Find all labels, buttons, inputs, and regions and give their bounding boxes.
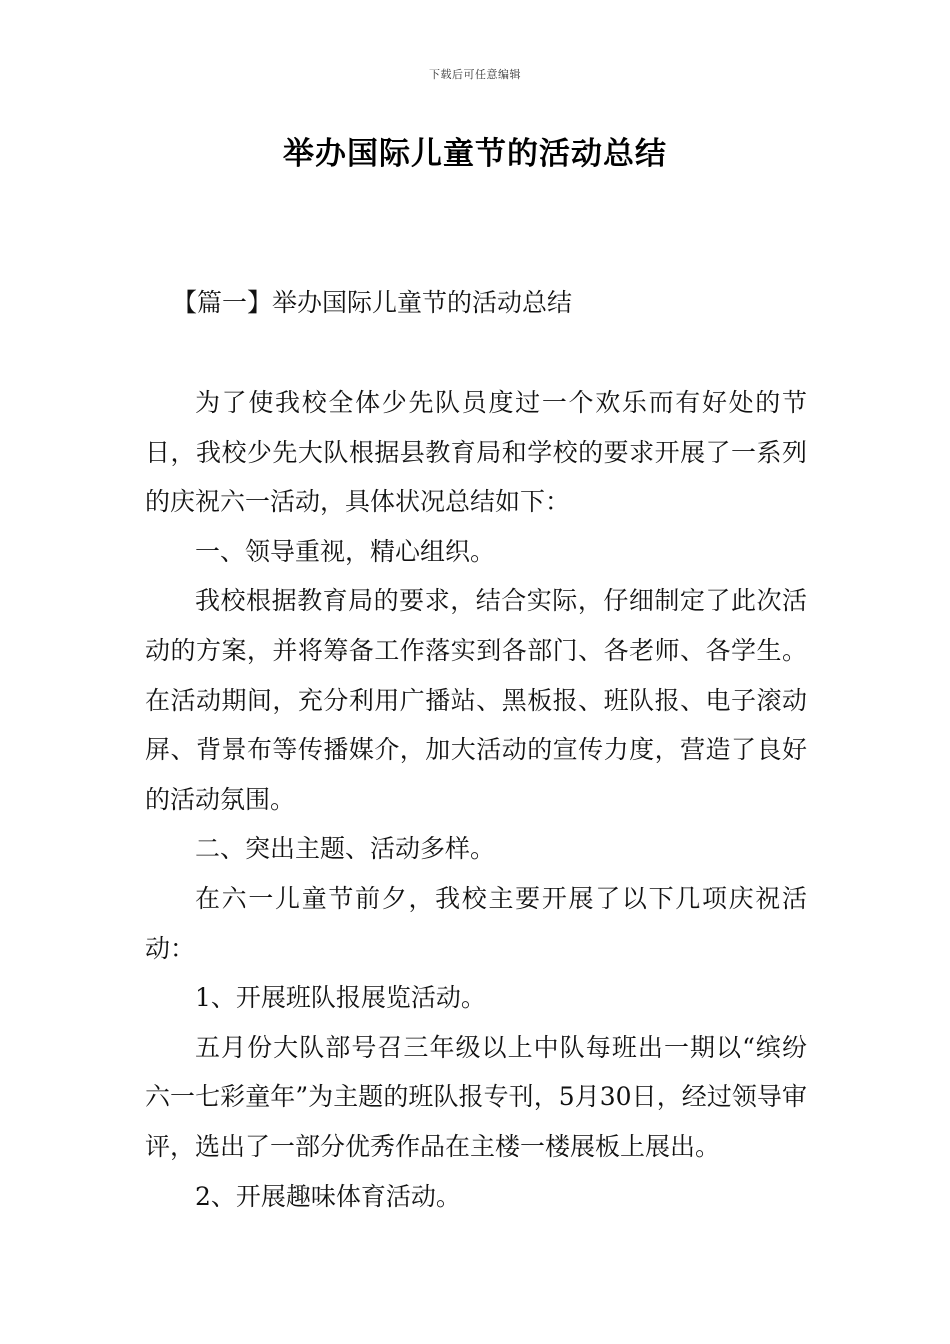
paragraph: 一、领导重视，精心组织。 [195, 536, 496, 566]
paragraph: 1、开展班队报展览活动。 [195, 983, 486, 1013]
paragraph: 五月份大队部号召三年级以上中队每班出一期以“缤纷六一七彩童年”为主题的班队报专刊，5月30日，经过领导审评，选出了一部分优秀作品在主楼一楼展板上展出。 [145, 1032, 807, 1161]
section-heading: 【篇一】举办国际儿童节的活动总结 [172, 288, 573, 317]
paragraph: 二、突出主题、活动多样。 [195, 834, 496, 864]
paragraph: 我校根据教育局的要求，结合实际，仔细制定了此次活动的方案，并将筹备工作落实到各部门、各老师、各学生。在活动期间，充分利用广播站、黑板报、班队报、电子滚动屏、背景布等传播媒介，加大活动的宣传力度，营造了良好的活动氛围。 [145, 586, 807, 814]
header-note: 下载后可任意编辑 [429, 68, 521, 81]
paragraph: 2、开展趣味体育活动。 [195, 1181, 461, 1211]
paragraph: 在六一儿童节前夕，我校主要开展了以下几项庆祝活动： [145, 883, 807, 963]
paragraph: 为了使我校全体少先队员度过一个欢乐而有好处的节日，我校少先大队根据县教育局和学校的要求开展了一系列的庆祝六一活动，具体状况总结如下： [145, 388, 807, 517]
document-title: 举办国际儿童节的活动总结 [283, 136, 667, 172]
body-text [145, 378, 807, 1221]
